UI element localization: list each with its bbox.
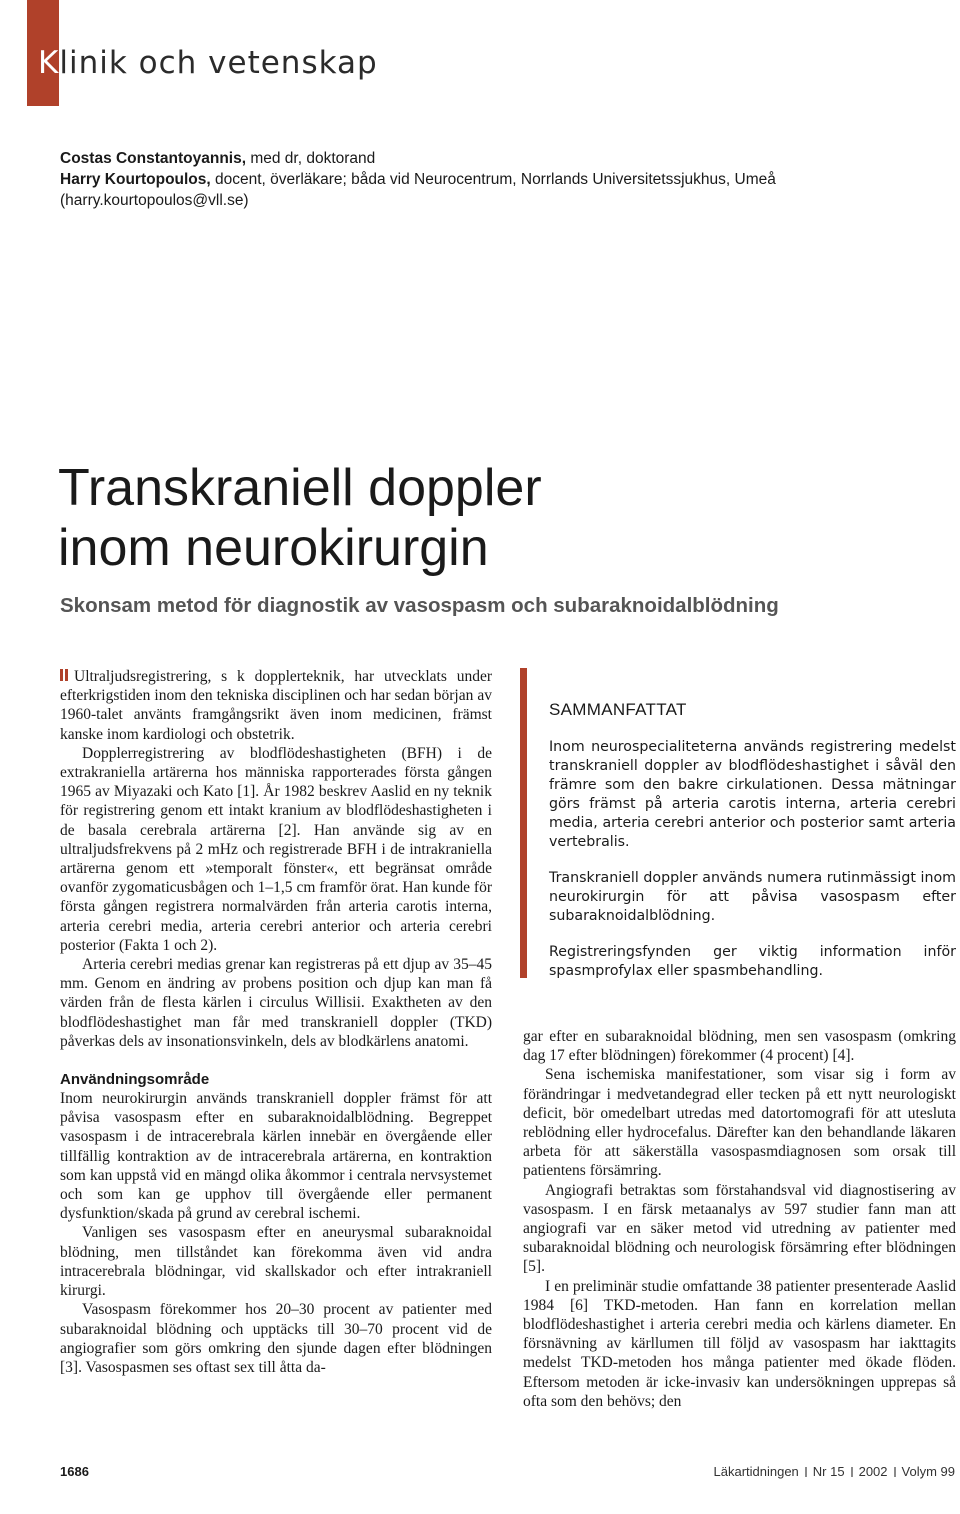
author-2-role: docent, överläkare; båda vid Neurocentrum, Norrlands Universitetssjukhus, Umeå: [210, 171, 776, 188]
body-paragraph: I en preliminär studie omfattande 38 patienter presenterade Aaslid 1984 [6] TKD-metoden. Han fann en korrelation mellan blodflödeshastighet i arteria cerebri media och kärlens diameter. En försnävning av kärllumen till följd av vasospasm har iakttagits medelst TKD-metoden hos många patienter med ökade flöden. Eftersom metoden är icke-invasiv kan undersökningen upprepas så ofta som den behövs; den: [523, 1277, 956, 1410]
author-email[interactable]: (harry.kourtopoulos@vll.se): [60, 192, 249, 209]
journal-year: 2002: [858, 1464, 888, 1479]
summary-box: [549, 700, 956, 998]
article-title-line-1: Transkraniell doppler: [58, 459, 542, 517]
separator-icon: [851, 1467, 853, 1477]
article-subtitle: Skonsam metod för diagnostik av vasospasm och subaraknoidalblödning: [60, 594, 779, 617]
author-1: [60, 148, 930, 169]
author-1-name: Costas Constantoyannis,: [60, 150, 247, 167]
article-title: [58, 458, 938, 578]
separator-icon: [894, 1467, 896, 1477]
journal-info: [714, 1464, 956, 1479]
body-column-right: [523, 1027, 956, 1411]
journal-name: Läkartidningen: [713, 1464, 799, 1479]
body-paragraph: Arteria cerebri medias grenar kan registreras på ett djup av 35–45 mm. Genom en ändring av probens position och djup kan man få värden från de flesta kärlen i circulus Willisii. Exaktheten av den blodflödeshastighet man får med transkraniell doppler (TKD) påverkas dels av insonationsvinkeln, dels av blodkärlens anatomi.: [60, 956, 492, 1050]
body-paragraph: Inom neurokirurgin används transkraniell doppler främst för att påvisa vasospasm efter en subaraknoidalblödning. Begreppet vasospasm i de intracerebrala kärlen innebär en övergående eller tillfällig kontraktion av de intracerebrala artärerna, en kontraktion som kan uppstå vid en mängd olika åkommor i centrala nervsystemet och som kan ge upphov till övergående eller permanent dysfunktion/skada på grund av cerebral ischemi.: [60, 1090, 492, 1223]
page-number: 1686: [60, 1464, 89, 1479]
summary-paragraph: Transkraniell doppler används numera rutinmässigt inom neurokirurgin för att påvisa vasospasm efter subaraknoidalblödning.: [549, 870, 956, 924]
summary-heading: SAMMANFATTAT: [549, 700, 687, 719]
section-heading-initial: K: [38, 45, 60, 81]
summary-accent-bar: [520, 668, 527, 978]
section-subheading: Användningsområde: [60, 1071, 210, 1089]
summary-paragraph: Registreringsfynden ger viktig information inför spasmprofylax eller spasmbehandling.: [549, 944, 956, 979]
journal-issue: Nr 15: [812, 1464, 845, 1479]
article-title-line-2: inom neurokirurgin: [58, 519, 489, 577]
body-paragraph: Vasospasm förekommer hos 20–30 procent av patienter med subaraknoidal blödning och upptäcks till 30–70 procent vid de angiografier som görs omkring den sjunde dagen efter blödningen [3]. Vasospasmen ses oftast sex till åtta da-: [60, 1301, 492, 1376]
body-paragraph: Vanligen ses vasospasm efter en aneurysmal subaraknoidal blödning, men tillståndet kan förekomma även vid andra intracerebrala blödningar, vid skallskador och efter intrakraniell kirurgi.: [60, 1224, 492, 1300]
author-2: [60, 169, 930, 190]
body-paragraph-text: Ultraljudsregistrering, s k dopplerteknik, har utvecklats under efterkrigstiden inom den tekniska disciplinen och har sedan början av 1960-talet använts framgångsrikt även inom medicinen, främst kanske inom kardiologi och obstetrik.: [60, 668, 492, 743]
separator-icon: [805, 1467, 807, 1477]
author-block: [60, 148, 930, 211]
body-paragraph: [60, 667, 492, 744]
summary-paragraph: Inom neurospecialiteterna används registrering medelst transkraniell doppler av blodflödeshastighet i såväl den främre som den bakre cirkulationen. Dessa mätningar görs främst på arteria carotis interna, arteria cerebri media, arteria cerebri anterior och posterior samt arteria vertebralis.: [549, 739, 956, 850]
body-paragraph: Dopplerregistrering av blodflödeshastigheten (BFH) i de extrakraniella artärerna hos människa rapporterades första gången 1965 av Miyazaki och Kato [1]. År 1982 beskrev Aaslid en ny teknik för registrering genom ett intakt kranium av blodflödeshastigheten i de basala cerebrala artärerna [2]. Han använde sig av en ultraljudsfrekvens på 2 mHz och registrerade BFH i de intrakraniella artärerna genom ett »temporalt fönster«, ett begränsat område ovanför zygomaticusbågen och 1–1,5 cm framför örat. Han kunde för första gången registrera normalvärden från arteria carotis interna, arteria cerebri media, arteria cerebri anterior och arteria cerebri posterior (Fakta 1 och 2).: [60, 744, 492, 954]
author-1-role: med dr, doktorand: [246, 150, 376, 167]
body-column-left: [60, 667, 492, 1377]
author-2-name: Harry Kourtopoulos,: [60, 171, 211, 188]
section-heading: [38, 45, 378, 81]
paragraph-marker-icon: [60, 669, 63, 681]
body-paragraph: Sena ischemiska manifestationer, som visar sig i form av förändringar i medvetandegrad eller tecken på ett nytt neurologiskt deficit, bör omedelbart utredas med datortomografi för att utesluta reblödning eller hydrocefalus. Därefter kan den behandlande läkaren arbeta för att säkerställa vasospasmdiagnosen som orsak till patientens försämring.: [523, 1066, 956, 1180]
body-paragraph: Angiografi betraktas som förstahandsval vid diagnostisering av vasospasm. I en färsk metaanalys av 597 studier fann man att angiografi var en säker metod vid utredning av patienter med subaraknoidal blödning och neurologisk försämring efter blödningen [5].: [523, 1181, 956, 1276]
paragraph-marker-icon: [65, 669, 68, 681]
body-paragraph: gar efter en subaraknoidal blödning, men sen vasospasm (omkring dag 17 efter blödningen) förekommer (4 procent) [4].: [523, 1028, 956, 1065]
journal-volume: Volym 99: [901, 1464, 955, 1479]
section-heading-rest: linik och vetenskap: [59, 45, 378, 81]
